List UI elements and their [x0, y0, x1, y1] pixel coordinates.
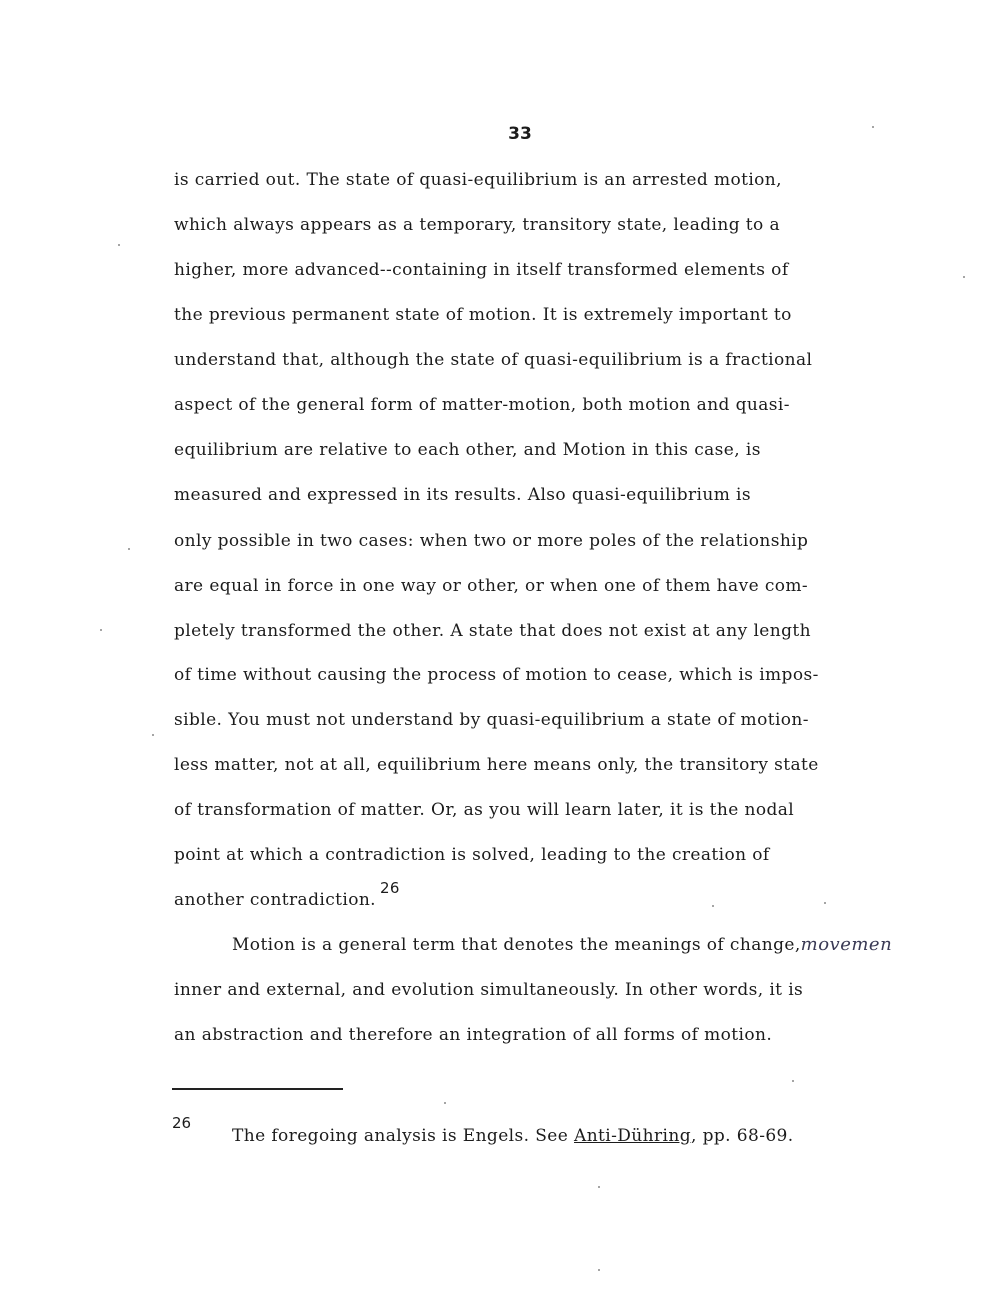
- paragraph-2-first-line: [232, 934, 892, 956]
- scan-speck: [792, 1080, 794, 1082]
- body-text: Motion is a general term that denotes the meanings of change,: [232, 935, 801, 955]
- body-line: higher, more advanced--containing in itself transformed elements of: [174, 260, 789, 280]
- scan-speck: [598, 1269, 600, 1271]
- body-line: understand that, although the state of quasi-equilibrium is a fractional: [174, 350, 813, 370]
- body-line: point at which a contradiction is solved, leading to the creation of: [174, 845, 770, 865]
- body-text: another contradiction.: [174, 890, 376, 910]
- scan-speck: [963, 276, 965, 278]
- body-line-last: [174, 879, 400, 911]
- scan-speck: [128, 548, 130, 550]
- body-line: the previous permanent state of motion. It is extremely important to: [174, 305, 792, 325]
- scan-speck: [824, 902, 826, 904]
- body-line: aspect of the general form of matter-motion, both motion and quasi-: [174, 395, 790, 415]
- body-line: less matter, not at all, equilibrium here means only, the transitory state: [174, 755, 819, 775]
- scan-speck: [598, 1186, 600, 1188]
- body-line: equilibrium are relative to each other, and Motion in this case, is: [174, 440, 761, 460]
- footnote-reference: 26: [379, 879, 400, 897]
- footnote-text-before: The foregoing analysis is Engels. See: [232, 1126, 575, 1146]
- footnote-book-title: Anti-Dühring: [574, 1126, 691, 1146]
- footnote-number: 26: [172, 1114, 192, 1132]
- page-number: 33: [508, 124, 532, 144]
- body-line: is carried out. The state of quasi-equilibrium is an arrested motion,: [174, 170, 782, 190]
- scan-speck: [712, 905, 714, 907]
- scan-speck: [872, 126, 874, 128]
- body-line: which always appears as a temporary, transitory state, leading to a: [174, 215, 781, 235]
- scan-speck: [118, 244, 120, 246]
- scan-speck: [152, 734, 154, 736]
- scan-speck: [444, 1102, 446, 1104]
- body-line: of transformation of matter. Or, as you will learn later, it is the nodal: [174, 800, 795, 820]
- footnote-divider: [172, 1088, 343, 1090]
- body-line: an abstraction and therefore an integration of all forms of motion.: [174, 1025, 773, 1045]
- footnote-text: [232, 1126, 794, 1146]
- scan-speck: [100, 629, 102, 631]
- body-line: of time without causing the process of motion to cease, which is impos-: [174, 665, 819, 685]
- body-line: measured and expressed in its results. Also quasi-equilibrium is: [174, 485, 752, 505]
- body-line: inner and external, and evolution simultaneously. In other words, it is: [174, 980, 804, 1000]
- body-line: only possible in two cases: when two or more poles of the relationship: [174, 531, 809, 551]
- handwritten-annotation: movemen: [800, 934, 893, 955]
- body-line: pletely transformed the other. A state that does not exist at any length: [174, 621, 811, 641]
- footnote-text-after: , pp. 68-69.: [690, 1126, 794, 1146]
- body-line: sible. You must not understand by quasi-equilibrium a state of motion-: [174, 710, 809, 730]
- body-line: are equal in force in one way or other, or when one of them have com-: [174, 576, 809, 596]
